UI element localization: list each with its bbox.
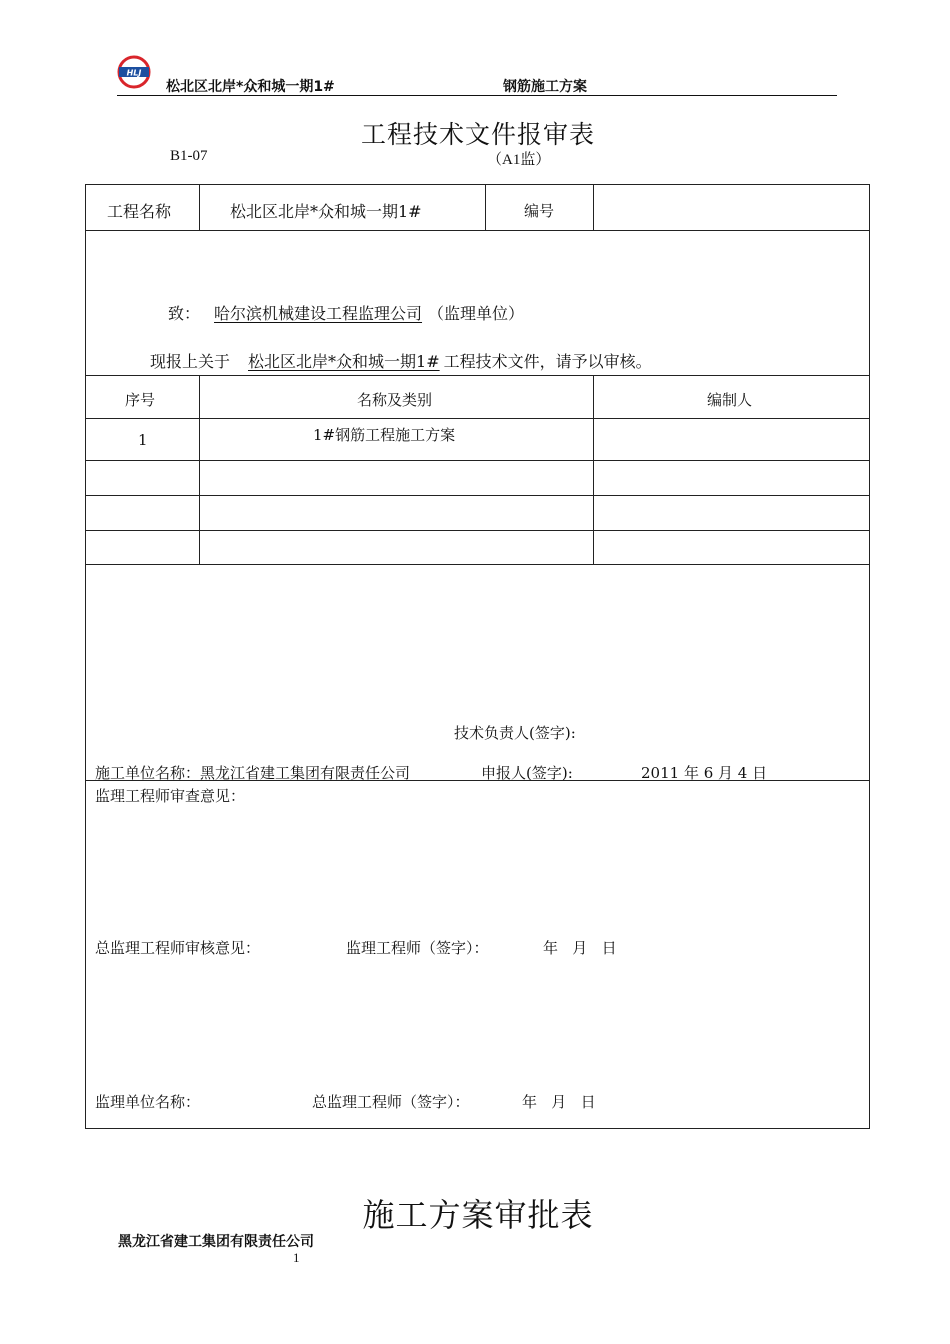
col-header-author: 编制人 — [707, 391, 753, 409]
header-doc-type: 钢筋施工方案 — [503, 79, 587, 95]
tech-lead-signature: 技术负责人(签字): — [454, 724, 576, 742]
address-body-line — [150, 349, 652, 372]
construction-unit: 施工单位名称：黑龙江省建工集团有限责任公司 — [95, 764, 411, 782]
engineer-date: 年 月 日 — [543, 939, 617, 957]
next-form-title: 施工方案审批表 — [362, 1196, 594, 1234]
chief-date: 年 月 日 — [522, 1093, 596, 1111]
chief-signature: 总监理工程师（签字）： — [312, 1093, 470, 1111]
submit-date: 2011 年 6 月 4 日 — [641, 764, 768, 782]
project-name-value: 松北区北岸*众和城一期1# — [230, 202, 422, 221]
page-number: 1 — [293, 1250, 300, 1265]
body-project: 松北区北岸*众和城一期1# — [248, 352, 440, 371]
svg-text:HLJ: HLJ — [126, 68, 142, 78]
table-row-1-seq: 1 — [138, 431, 148, 449]
form-title: 工程技术文件报审表 — [360, 120, 595, 149]
header-divider — [117, 95, 837, 96]
to-suffix: （监理单位） — [428, 304, 525, 323]
header-project: 松北区北岸*众和城一期1# — [166, 79, 335, 95]
chief-opinion-label: 总监理工程师审核意见： — [95, 939, 261, 957]
body-prefix: 现报上关于 — [150, 352, 231, 371]
body-suffix: 工程技术文件，请予以审核。 — [443, 352, 652, 371]
to-prefix: 致： — [168, 304, 201, 323]
form-subtype: （A1监） — [487, 152, 551, 168]
engineer-opinion-label: 监理工程师审查意见： — [95, 787, 246, 805]
engineer-signature: 监理工程师（签字）： — [346, 939, 489, 957]
project-name-label: 工程名称 — [107, 202, 172, 221]
table-row-1-name: 1#钢筋工程施工方案 — [313, 426, 456, 444]
supervising-unit-label: 监理单位名称： — [95, 1093, 201, 1111]
number-label: 编号 — [524, 202, 555, 220]
col-header-name: 名称及类别 — [357, 391, 433, 409]
form-code: B1-07 — [170, 148, 208, 164]
company-logo — [117, 55, 151, 89]
address-to-line — [168, 301, 524, 324]
footer-company: 黑龙江省建工集团有限责任公司 — [118, 1234, 314, 1250]
reporter-signature: 申报人(签字): — [481, 764, 573, 782]
col-header-seq: 序号 — [125, 391, 156, 409]
supervising-company: 哈尔滨机械建设工程监理公司 — [214, 304, 423, 323]
